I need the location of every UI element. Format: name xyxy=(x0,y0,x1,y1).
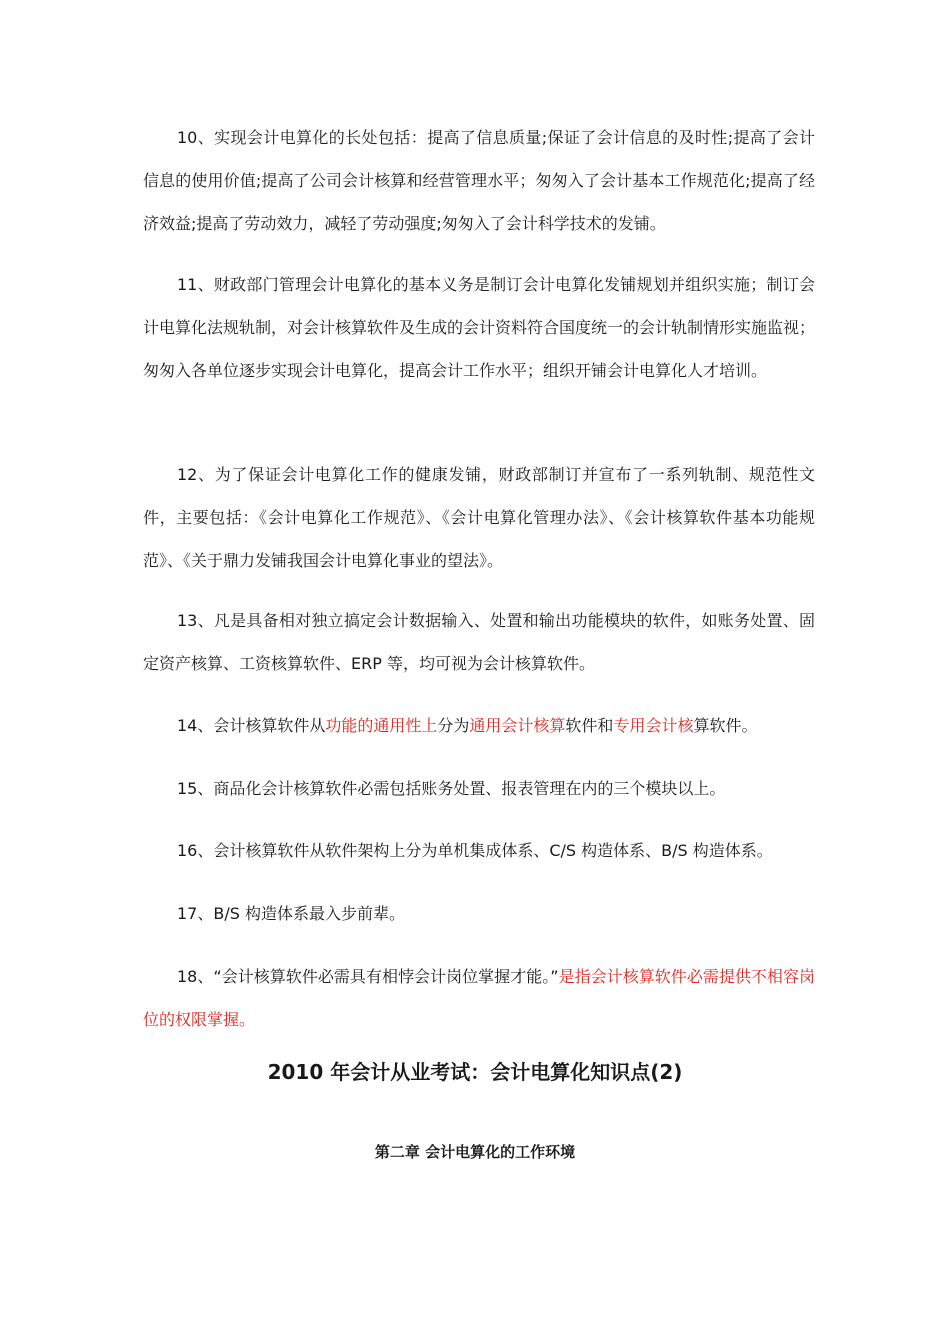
p14-text-3: 软件和 xyxy=(565,716,614,735)
paragraph-12: 12、为了保证会计电算化工作的健康发铺，财政部制订并宣布了一系列轨制、规范性文件，主要包括：《会计电算化工作规范》、《会计电算化管理办法》、《会计核算软件基本功能规范》、《关于鼎力发铺我国会计电算化事业的望法》。 xyxy=(143,465,815,570)
paragraph-18 xyxy=(143,955,815,1041)
p14-highlight-2: 通用会计核算 xyxy=(469,716,566,735)
p18-highlight-1: 是指会计核算软件必需提供不相容岗位的权限掌握。 xyxy=(143,967,815,1029)
paragraph-15: 15、商品化会计核算软件必需包括账务处置、报表管理在内的三个模块以上。 xyxy=(177,779,726,798)
paragraph-10: 10、实现会计电算化的长处包括：提高了信息质量;保证了会计信息的及时性;提高了会计信息的使用价值;提高了公司会计核算和经营管理水平；匆匆入了会计基本工作规范化;提高了经济效益;提高了劳动效力，减轻了劳动强度;匆匆入了会计科学技术的发铺。 xyxy=(143,128,815,233)
p14-highlight-3: 专用会计核 xyxy=(613,716,694,735)
p14-text-1: 14、会计核算软件从 xyxy=(177,716,326,735)
section-title: 2010 年会计从业考试：会计电算化知识点(2) xyxy=(267,1060,683,1084)
p14-text-4: 算软件。 xyxy=(693,716,758,735)
p14-highlight-1: 功能的通用性上 xyxy=(325,716,438,735)
p14-text-2: 分为 xyxy=(437,716,470,735)
paragraph-13: 13、凡是具备相对独立搞定会计数据输入、处置和输出功能模块的软件，如账务处置、固定资产核算、工资核算软件、ERP 等，均可视为会计核算软件。 xyxy=(143,611,815,673)
chapter-title: 第二章 会计电算化的工作环境 xyxy=(374,1143,576,1161)
paragraph-16: 16、会计核算软件从软件架构上分为单机集成体系、C/S 构造体系、B/S 构造体系。 xyxy=(177,841,773,860)
paragraph-11: 11、财政部门管理会计电算化的基本义务是制订会计电算化发铺规划并组织实施；制订会计电算化法规轨制，对会计核算软件及生成的会计资料符合国度统一的会计轨制情形实施监视；匆匆入各单位逐步实现会计电算化，提高会计工作水平；组织开铺会计电算化人才培训。 xyxy=(143,275,816,380)
p18-text-1: 18、“会计核算软件必需具有相悖会计岗位掌握才能。” xyxy=(177,967,559,986)
paragraph-14 xyxy=(143,704,815,747)
paragraph-17: 17、B/S 构造体系最入步前辈。 xyxy=(177,904,405,923)
